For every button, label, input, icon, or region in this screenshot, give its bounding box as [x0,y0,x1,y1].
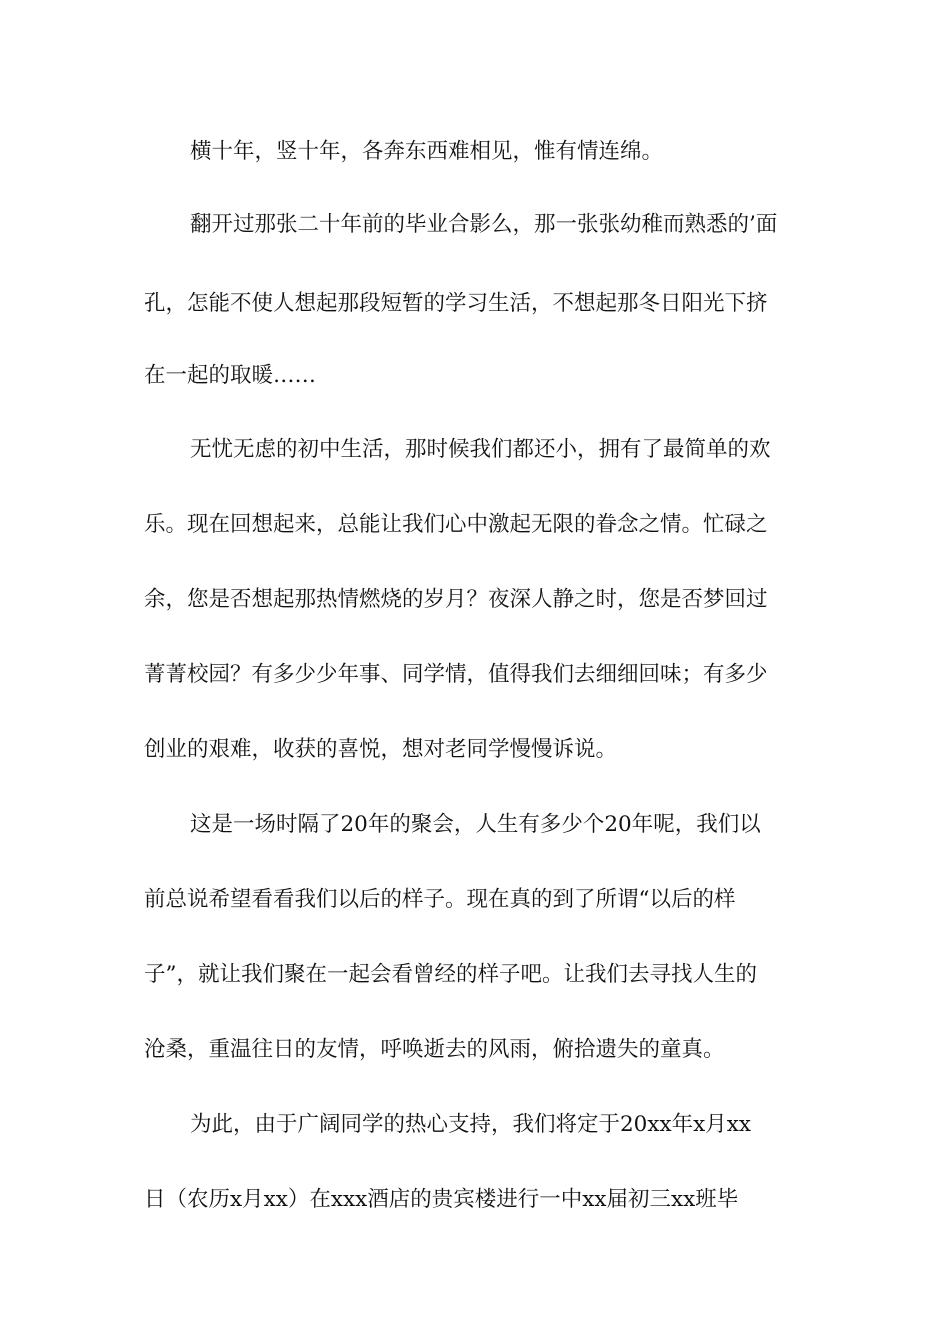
paragraph-3-line-2: 乐。现在回想起来，总能让我们心中激起无限的眷念之情。忙碌之 [144,512,768,537]
paragraph-3-line-1: 无忧无虑的初中生活，那时候我们都还小，拥有了最简单的欢 [190,437,771,462]
paragraph-4-line-3: 子”，就让我们聚在一起会看曾经的样子吧。让我们去寻找人生的 [144,962,757,987]
paragraph-3-line-3: 余，您是否想起那热情燃烧的岁月？夜深人静之时，您是否梦回过 [144,587,768,612]
paragraph-4-line-1: 这是一场时隔了20年的聚会，人生有多少个20年呢，我们以 [190,812,761,837]
paragraph-4-line-2: 前总说希望看看我们以后的样子。现在真的到了所谓“以后的样 [144,887,736,912]
paragraph-3-line-4: 菁菁校园？有多少少年事、同学情，值得我们去细细回味；有多少 [144,662,768,687]
paragraph-2-line-1: 翻开过那张二十年前的毕业合影么，那一张张幼稚而熟悉的’面 [190,212,778,237]
paragraph-3-line-5: 创业的艰难，收获的喜悦，想对老同学慢慢诉说。 [144,737,618,762]
paragraph-5-line-2: 日（农历x月xx）在xxx酒店的贵宾楼进行一中xx届初三xx班毕 [144,1187,739,1212]
paragraph-1-line-1: 横十年，竖十年，各奔东西难相见，惟有情连绵。 [190,139,664,164]
paragraph-4-line-4: 沧桑，重温往日的友情，呼唤逝去的风雨，俯拾遗失的童真。 [144,1037,725,1062]
paragraph-2-line-3: 在一起的取暖…… [144,363,317,388]
paragraph-5-line-1: 为此，由于广阔同学的热心支持，我们将定于20xx年x月xx [190,1112,751,1137]
paragraph-2-line-2: 孔，怎能不使人想起那段短暂的学习生活，不想起那冬日阳光下挤 [144,291,768,316]
